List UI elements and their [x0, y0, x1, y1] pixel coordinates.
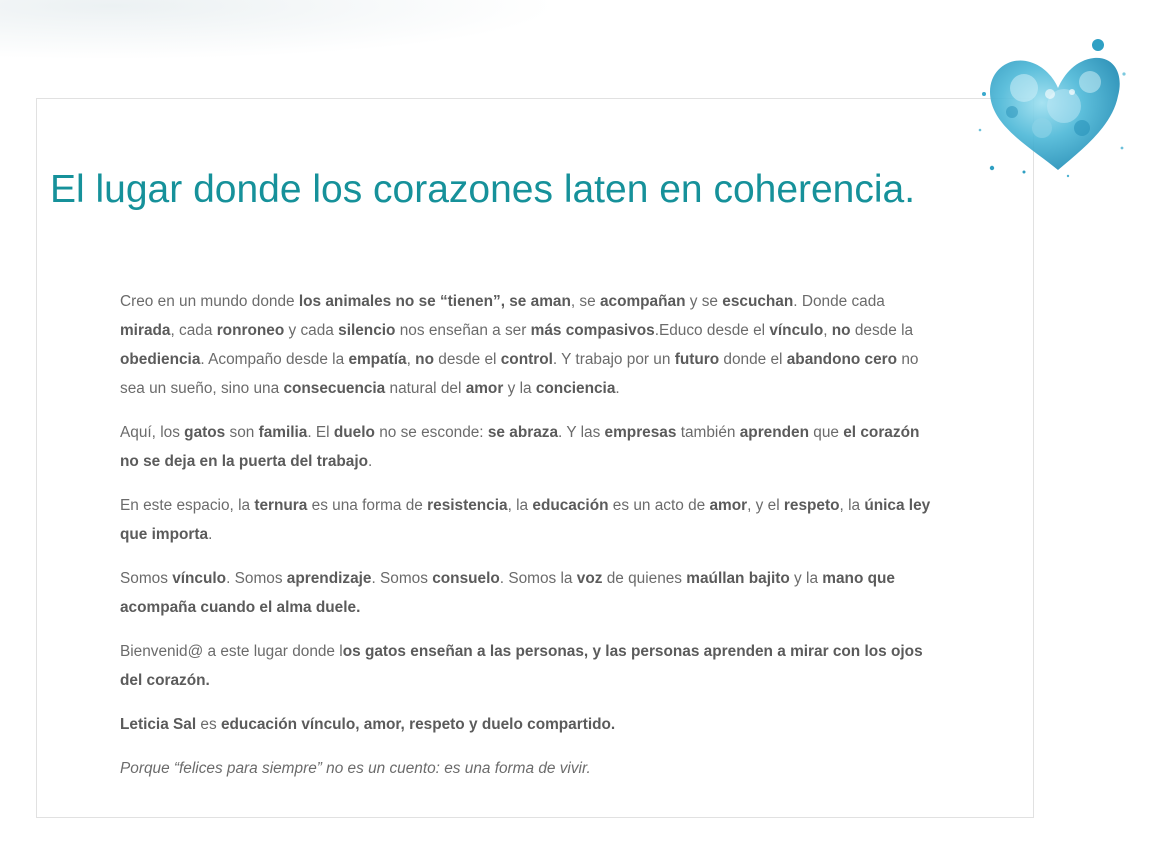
paragraph — [120, 418, 935, 476]
text: . — [208, 526, 213, 543]
bold-text: no — [415, 351, 434, 368]
text: Bienvenid@ a este lugar donde l — [120, 643, 343, 660]
paragraph — [120, 491, 935, 549]
main-text — [120, 287, 935, 798]
text: también — [676, 424, 740, 441]
bold-text: aprendizaje — [286, 570, 372, 587]
bold-text: maúllan bajito — [686, 570, 790, 587]
text: . Donde cada — [793, 293, 885, 310]
watercolor-heart-icon — [972, 30, 1137, 180]
text: Somos — [120, 570, 173, 587]
paragraph — [120, 564, 935, 622]
bold-text: amor — [709, 497, 748, 514]
text: no se esconde: — [374, 424, 488, 441]
background-wash — [0, 0, 560, 60]
text: y se — [685, 293, 723, 310]
text: En este espacio, la — [120, 497, 255, 514]
text: son — [225, 424, 259, 441]
bold-text: respeto — [783, 497, 840, 514]
text: que — [809, 424, 844, 441]
bold-text: consuelo — [432, 570, 500, 587]
bold-text: resistencia — [427, 497, 508, 514]
bold-text: aprenden — [739, 424, 810, 441]
text: . Somos — [226, 570, 287, 587]
text: , la — [507, 497, 533, 514]
bold-text: vínculo — [172, 570, 227, 587]
text: es una forma de — [307, 497, 428, 514]
bold-text: se abraza — [487, 424, 559, 441]
text: . Somos — [371, 570, 433, 587]
text: nos enseñan a ser — [395, 322, 531, 339]
text: , y el — [747, 497, 784, 514]
bold-text: silencio — [338, 322, 396, 339]
bold-text: Leticia Sal — [120, 716, 197, 733]
text: y la — [789, 570, 823, 587]
text: . Y las — [558, 424, 605, 441]
text: , la — [839, 497, 865, 514]
text: es — [196, 716, 221, 733]
bold-text: única ley que importa — [120, 497, 931, 543]
bold-text: ternura — [254, 497, 308, 514]
bold-text: futuro — [674, 351, 720, 368]
bold-text: mano que acompaña cuando el alma duele. — [120, 570, 895, 616]
text: . — [615, 380, 620, 397]
bold-text: consecuencia — [283, 380, 386, 397]
paragraph — [120, 710, 935, 739]
bold-text: abandono cero — [786, 351, 898, 368]
bold-text: ronroneo — [216, 322, 285, 339]
bold-text: conciencia — [535, 380, 616, 397]
text: y cada — [284, 322, 339, 339]
bold-text: los animales no se “tienen”, se aman — [298, 293, 571, 310]
text: , — [406, 351, 416, 368]
bold-text: mirada — [120, 322, 171, 339]
bold-text: acompañan — [599, 293, 686, 310]
bold-text: vínculo — [769, 322, 824, 339]
text: , se — [570, 293, 600, 310]
bold-text: gatos — [184, 424, 226, 441]
text: de quienes — [602, 570, 687, 587]
bold-text: duelo — [333, 424, 375, 441]
text: es un acto de — [608, 497, 710, 514]
text: Creo en un mundo donde — [120, 293, 299, 310]
bold-text: educación — [532, 497, 609, 514]
text: . — [368, 453, 373, 470]
bold-text: no — [831, 322, 851, 339]
closing-quote: Porque “felices para siempre” no es un cuento: es una forma de vivir. — [120, 760, 591, 777]
text: Aquí, los — [120, 424, 185, 441]
bold-text: os gatos enseñan a las personas, y las personas aprenden a mirar con los ojos del corazón. — [120, 643, 923, 689]
text: natural del — [385, 380, 466, 397]
text: y la — [503, 380, 536, 397]
text: no sea un sueño, sino una — [120, 351, 919, 397]
bold-text: educación vínculo, amor, respeto y duelo compartido. — [220, 716, 616, 733]
text: . Y trabajo por un — [552, 351, 675, 368]
text: . Somos la — [499, 570, 577, 587]
text: donde el — [719, 351, 787, 368]
bold-text: el corazón no se deja en la puerta del trabajo — [120, 424, 920, 470]
paragraph — [120, 637, 935, 695]
bold-text: amor — [465, 380, 504, 397]
page-title: El lugar donde los corazones laten en coherencia. — [50, 168, 916, 211]
bold-text: escuchan — [722, 293, 794, 310]
bold-text: más compasivos — [530, 322, 655, 339]
text: , cada — [170, 322, 217, 339]
text: . Acompaño desde la — [200, 351, 349, 368]
text: .Educo desde el — [654, 322, 770, 339]
bold-text: empatía — [348, 351, 407, 368]
text: , — [823, 322, 832, 339]
bold-text: control — [500, 351, 553, 368]
bold-text: obediencia — [120, 351, 201, 368]
bold-text: empresas — [604, 424, 677, 441]
text: desde la — [850, 322, 914, 339]
text: . El — [307, 424, 334, 441]
bold-text: voz — [576, 570, 603, 587]
text: desde el — [433, 351, 501, 368]
paragraph — [120, 287, 935, 403]
bold-text: familia — [258, 424, 308, 441]
